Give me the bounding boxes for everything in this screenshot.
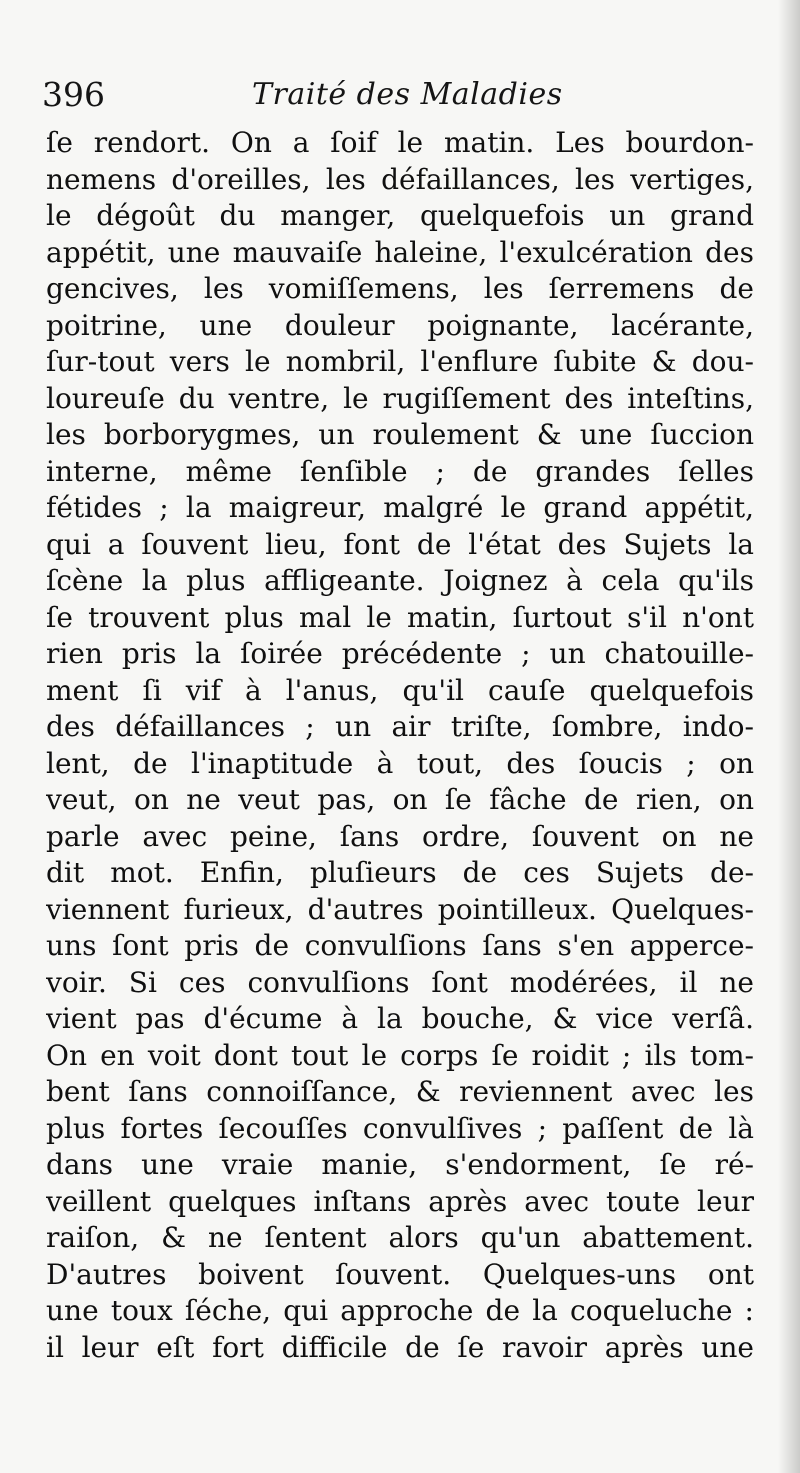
text-line: le dégoût du manger, quelquefois un grand (46, 199, 754, 232)
text-line: ment ſi vif à l'anus, qu'il cauſe quelquefois (46, 673, 754, 707)
body-text (46, 125, 754, 1366)
text-line: ſe trouvent plus mal le matin, ſurtout s'il n'ont (46, 600, 754, 634)
text-line: des défaillances ; un air triſte, ſombre, indo- (46, 710, 754, 743)
text-line: veillent quelques inſtans après avec toute leur (46, 1184, 754, 1218)
text-line: bent ſans connoiſſance, & reviennent avec les (46, 1075, 754, 1108)
text-line: uns ſont pris de convulſions ſans s'en apperce- (46, 929, 754, 962)
text-line: veut, on ne veut pas, on ſe fâche de rien, on (46, 783, 754, 816)
running-title: Traité des Maladies (252, 77, 563, 112)
running-head (42, 70, 762, 120)
text-line: D'autres boivent ſouvent. Quelques-uns ont (46, 1257, 754, 1291)
text-line: interne, même ſenſible ; de grandes ſelles (46, 454, 754, 488)
page-number: 396 (42, 75, 105, 114)
page-edge-shadow (778, 0, 800, 1473)
text-line: viennent furieux, d'autres pointilleux. Quelques- (46, 892, 754, 926)
text-line: dans une vraie manie, s'endorment, ſe ré- (46, 1148, 754, 1181)
text-line: fétides ; la maigreur, malgré le grand appétit, (46, 491, 754, 524)
text-line: On en voit dont tout le corps ſe roidit ; ils tom- (46, 1038, 754, 1072)
text-line: nemens d'oreilles, les défaillances, les vertiges, (46, 162, 754, 196)
text-line: il leur eſt fort difficile de ſe ravoir après une (46, 1330, 754, 1364)
text-line: ſcène la plus affligeante. Joignez à cela qu'ils (46, 564, 754, 597)
text-line: loureuſe du ventre, le rugiſſement des inteſtins, (46, 381, 754, 415)
text-line: vient pas d'écume à la bouche, & vice verſâ. (46, 1002, 754, 1035)
text-line: une toux ſéche, qui approche de la coqueluche : (46, 1294, 754, 1327)
text-line: voir. Si ces convulſions ſont modérées, il ne (46, 965, 754, 999)
text-line: ſe rendort. On a ſoif le matin. Les bourdon- (46, 126, 754, 159)
text-line: parle avec peine, ſans ordre, ſouvent on ne (46, 819, 754, 853)
text-line: qui a ſouvent lieu, font de l'état des Sujets la (46, 527, 754, 561)
text-line: les borborygmes, un roulement & une ſuccion (46, 418, 754, 451)
text-line: gencives, les vomiſſemens, les ſerremens de (46, 272, 754, 305)
text-line: rien pris la ſoirée précédente ; un chatouille- (46, 637, 754, 670)
text-line: raiſon, & ne ſentent alors qu'un abattement. (46, 1221, 754, 1254)
text-line: appétit, une mauvaiſe haleine, l'exulcération des (46, 235, 754, 269)
text-line: lent, de l'inaptitude à tout, des ſoucis ; on (46, 746, 754, 780)
text-line: dit mot. Enfin, pluſieurs de ces Sujets de- (46, 856, 754, 889)
text-line: ſur-tout vers le nombril, l'enflure ſubite & dou- (46, 345, 754, 378)
text-line: poitrine, une douleur poignante, lacérante, (46, 308, 754, 342)
text-line: plus fortes ſecouſſes convulſives ; paſſent de là (46, 1111, 754, 1145)
